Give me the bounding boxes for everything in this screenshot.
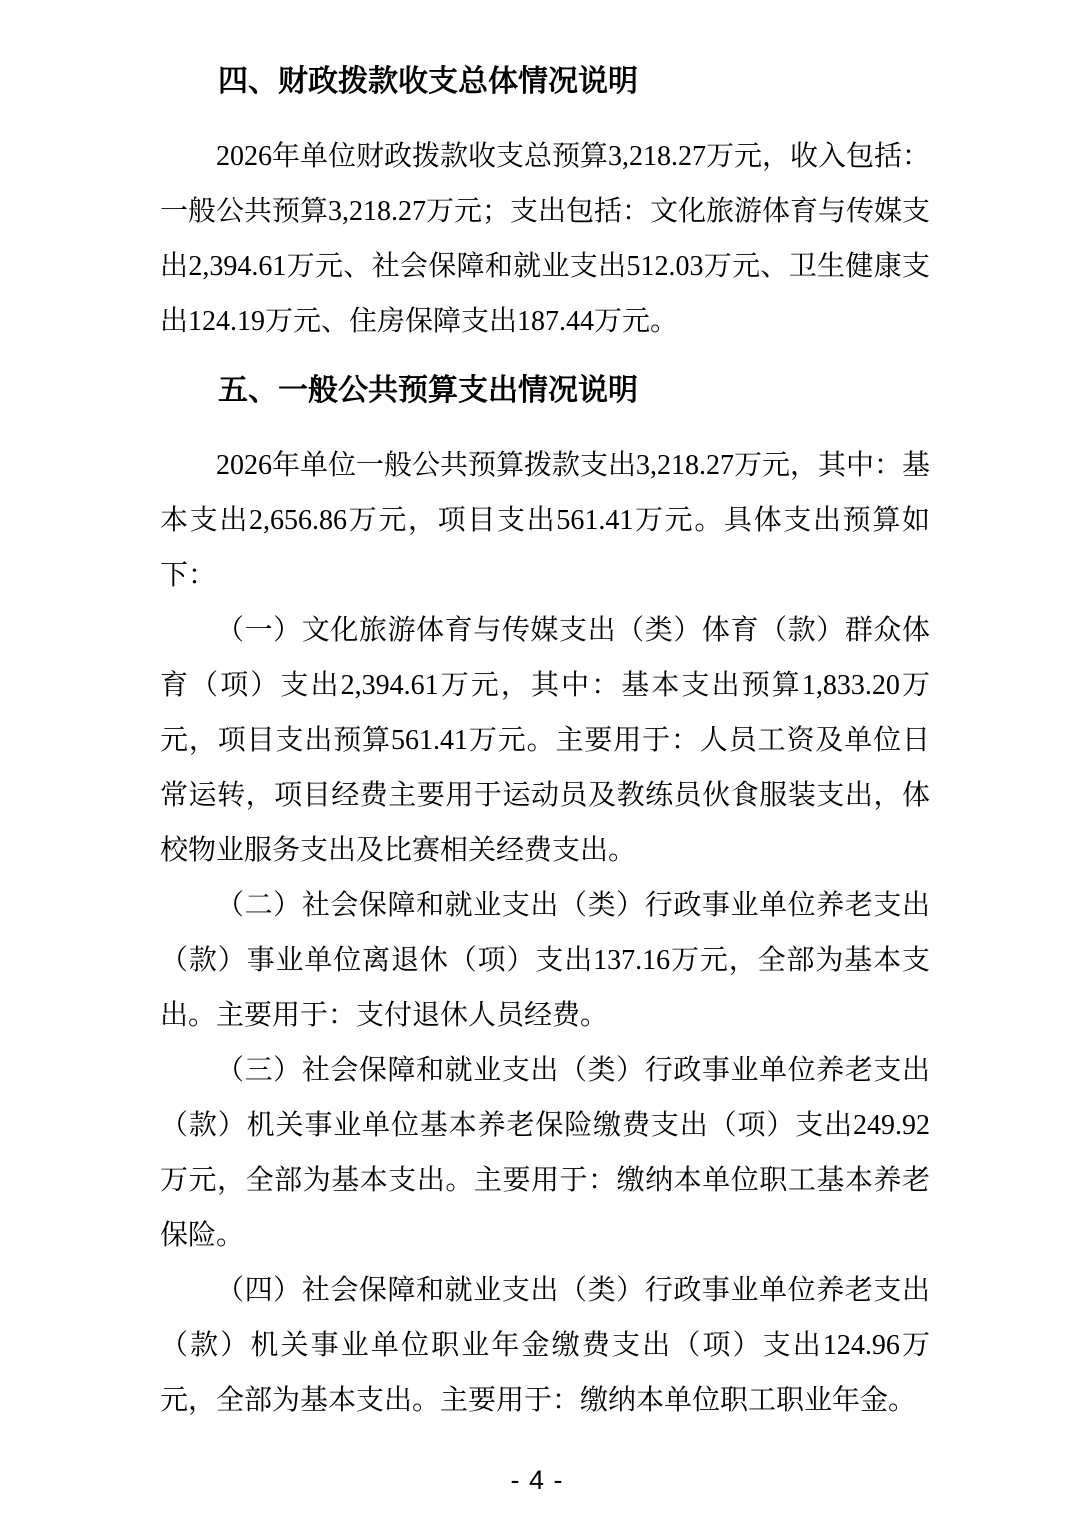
paragraph-fiscal-appropriation-overview: 2026年单位财政拨款收支总预算3,218.27万元，收入包括：一般公共预算3,218.27万元；支出包括：文化旅游体育与传媒支出2,394.61万元、社会保障和就业支出512.03万元、卫生健康支出124.19万元、住房保障支出187.44万元。	[160, 141, 931, 337]
paragraph-item-3-basic-pension-contribution: （三）社会保障和就业支出（类）行政事业单位养老支出（款）机关事业单位基本养老保险缴费支出（项）支出249.92万元，全部为基本支出。主要用于：缴纳本单位职工基本养老保险。	[160, 1055, 930, 1251]
page-number: - 4 -	[510, 1465, 564, 1495]
paragraph-item-2-retirement: （二）社会保障和就业支出（类）行政事业单位养老支出（款）事业单位离退休（项）支出137.16万元，全部为基本支出。主要用于：支付退休人员经费。	[160, 890, 930, 1031]
paragraph-expenditure-summary: 2026年单位一般公共预算拨款支出3,218.27万元，其中：基本支出2,656.86万元，项目支出561.41万元。具体支出预算如下：	[160, 450, 931, 591]
paragraph-item-4-occupational-annuity: （四）社会保障和就业支出（类）行政事业单位养老支出（款）机关事业单位职业年金缴费支出（项）支出124.96万元，全部为基本支出。主要用于：缴纳本单位职工职业年金。	[160, 1275, 930, 1416]
paragraph-item-1-culture-sports-media: （一）文化旅游体育与传媒支出（类）体育（款）群众体育（项）支出2,394.61万元，其中：基本支出预算1,833.20万元，项目支出预算561.41万元。主要用于：人员工资及单位日常运转，项目经费主要用于运动员及教练员伙食服装支出，体校物业服务支出及比赛相关经费支出。	[160, 615, 930, 866]
document-content	[160, 40, 930, 1428]
section-heading-fiscal-appropriation-overview: 四、财政拨款收支总体情况说明	[218, 65, 638, 98]
section-heading-general-public-budget-expenditure: 五、一般公共预算支出情况说明	[218, 374, 638, 407]
